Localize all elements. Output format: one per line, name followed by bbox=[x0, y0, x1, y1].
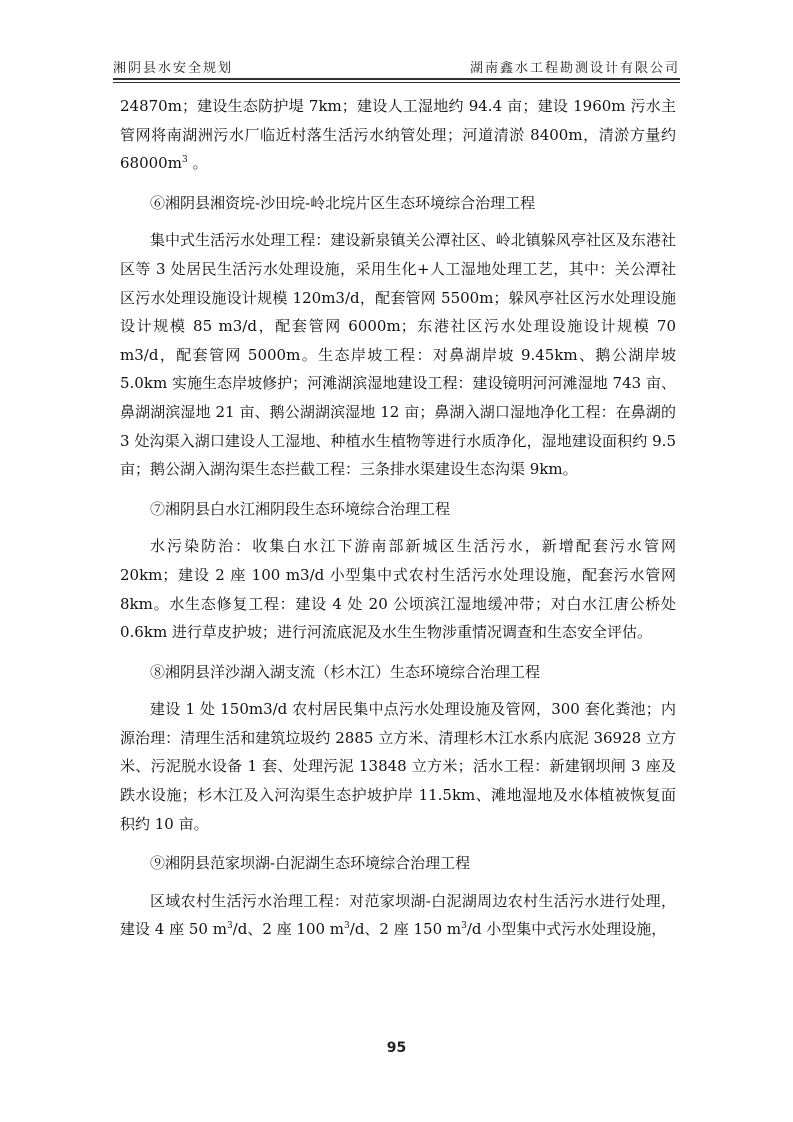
header-document-title: 湘阴县水安全规划 bbox=[113, 61, 234, 76]
page-header bbox=[113, 54, 680, 76]
section-heading-7: ⑦湘阴县白水江湘阴段生态环境综合治理工程 bbox=[150, 499, 451, 518]
section-heading-8: ⑧湘阴县洋沙湖入湖支流（杉木江）生态环境综合治理工程 bbox=[150, 662, 541, 681]
superscript: 3 bbox=[461, 921, 467, 932]
paragraph-section-8: 建设 1 处 150m3/d 农村居民集中点污水处理设施及管网，300 套化粪池；内源治理：清理生活和建筑垃圾约 2885 立方米、清理杉木江水系内底泥 36928 立方米、污泥脱水设备 1 套、处理污泥 13848 立方米；活水工程：新建钢坝闸 3 座及跌水设施；杉木江及入河沟渠生态护坡护岸 11.5km、滩地湿地及水体植被恢复面积约 10 亩。 bbox=[120, 700, 676, 833]
paragraph-text: /d、2 座 100 m bbox=[232, 920, 345, 939]
header-company-name: 湖南鑫水工程勘测设计有限公司 bbox=[469, 61, 680, 76]
page-number: 95 bbox=[386, 1040, 407, 1056]
paragraph-text: 24870m；建设生态防护堤 7km；建设人工湿地约 94.4 亩；建设 1960m 污水主管网将南湖洲污水厂临近村落生活污水纳管处理；河道清淤 8400m，清淤方量约 68000m bbox=[120, 97, 676, 173]
page-body bbox=[120, 92, 676, 944]
superscript: 3 bbox=[226, 921, 233, 932]
paragraph-end: 。 bbox=[187, 154, 208, 173]
paragraph-section-9 bbox=[120, 887, 676, 944]
paragraph-text: /d、2 座 150 m bbox=[349, 920, 462, 939]
paragraph-continued bbox=[120, 92, 676, 178]
paragraph-text: /d 小型集中式污水处理设施， bbox=[466, 920, 667, 939]
paragraph-section-7: 水污染防治：收集白水江下游南部新城区生活污水，新增配套污水管网 20km；建设 2 座 100 m3/d 小型集中式农村生活污水处理设施，配套污水管网 8km。水生态修复工程：建设 4 处 20 公顷滨江湿地缓冲带；对白水江唐公桥处 0.6km 进行草皮护坡；进行河流底泥及水生生物涉重情况调查和生态安全评估。 bbox=[120, 537, 676, 642]
paragraph-section-6: 集中式生活污水处理工程：建设新泉镇关公潭社区、岭北镇躲风亭社区及东港社区等 3 处居民生活污水处理设施，采用生化+人工湿地处理工艺，其中：关公潭社区污水处理设施设计规模 120m3/d，配套管网 5500m；躲风亭社区污水处理设施设计规模 85 m3/d，配套管网 6000m；东港社区污水处理设施设计规模 70 m3/d，配套管网 5000m。生态岸坡工程：对鼻湖岸坡 9.45km、鹅公湖岸坡 5.0km 实施生态岸坡修护；河滩湖滨湿地建设工程：建设镜明河河滩湿地 743 亩、鼻湖湖滨湿地 21 亩、鹅公湖湖滨湿地 12 亩；鼻湖入湖口湿地净化工程：在鼻湖的 3 处沟渠入湖口建设人工湿地、种植水生植物等进行水质净化，湿地建设面积约 9.5 亩；鹅公湖入湖沟渠生态拦截工程：三条排水渠建设生态沟渠 9km。 bbox=[120, 231, 676, 479]
section-heading-9: ⑨湘阴县范家坝湖-白泥湖生态环境综合治理工程 bbox=[150, 854, 471, 873]
header-divider bbox=[113, 78, 680, 83]
section-heading-6: ⑥湘阴县湘资垸-沙田垸-岭北垸片区生态环境综合治理工程 bbox=[150, 193, 536, 212]
paragraph-text: 区域农村生活污水治理工程：对范家坝湖-白泥湖周边农村生活污水进行处理，建设 4 座 50 m bbox=[120, 891, 676, 939]
superscript: 3 bbox=[344, 921, 350, 932]
superscript: 3 bbox=[181, 155, 188, 166]
